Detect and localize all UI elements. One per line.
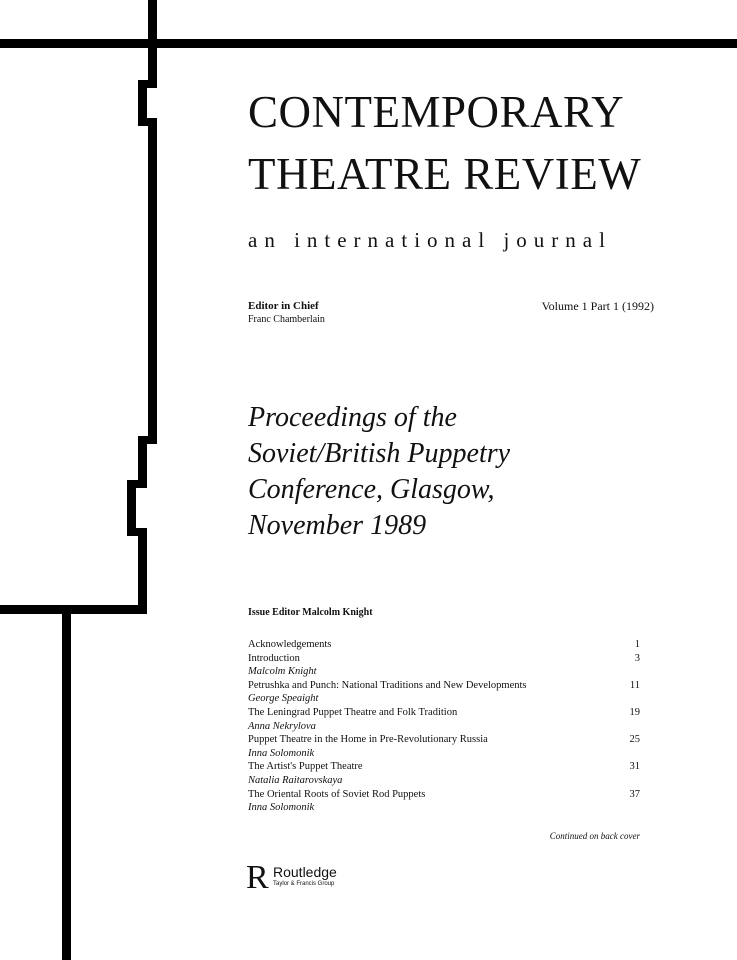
volume-info: Volume 1 Part 1 (1992)	[541, 299, 654, 313]
editor-label: Editor in Chief	[248, 300, 319, 312]
logo-letter: R	[246, 860, 269, 892]
toc-title: Introduction	[248, 652, 300, 664]
routledge-r-logo-icon	[245, 860, 269, 892]
toc-page: 11	[629, 679, 640, 691]
toc-author: George Speaight	[248, 693, 319, 705]
toc-entry	[248, 706, 640, 720]
toc-author: Natalia Raitarovskaya	[248, 774, 343, 786]
continued-note: Continued on back cover	[549, 831, 640, 841]
toc-author: Inna Solomonik	[248, 747, 315, 759]
publisher-group: Taylor & Francis Group	[273, 880, 335, 887]
toc-page: 31	[629, 761, 640, 773]
journal-tagline: an international journal	[248, 228, 612, 252]
toc-entry	[248, 652, 640, 666]
publisher-name: Routledge	[273, 863, 337, 880]
toc-page: 25	[629, 734, 640, 746]
editor-name: Franc Chamberlain	[248, 314, 325, 325]
issue-editor: Issue Editor Malcolm Knight	[248, 607, 373, 618]
journal-title-line-2: THEATRE REVIEW	[248, 149, 642, 199]
toc-entry	[248, 679, 640, 693]
toc-author: Anna Nekrylova	[248, 720, 316, 732]
toc-entry	[248, 788, 640, 802]
proceedings-title	[248, 400, 510, 544]
table-of-contents	[248, 638, 640, 815]
toc-page: 37	[629, 788, 640, 800]
toc-entry	[248, 733, 640, 747]
toc-author: Inna Solomonik	[248, 802, 315, 814]
proceedings-title-line: Conference, Glasgow,	[248, 474, 495, 505]
toc-title: The Artist's Puppet Theatre	[248, 761, 363, 773]
toc-title: The Oriental Roots of Soviet Rod Puppets	[248, 788, 426, 800]
toc-title: The Leningrad Puppet Theatre and Folk Tradition	[248, 706, 458, 718]
toc-title: Acknowledgements	[248, 639, 332, 650]
toc-page: 1	[634, 639, 640, 650]
toc-title: Petrushka and Punch: National Traditions and New Developments	[248, 679, 527, 691]
proceedings-title-line: Proceedings of the	[248, 402, 457, 433]
toc-author: Malcolm Knight	[248, 666, 317, 678]
toc-entry	[248, 760, 640, 774]
publisher-logo	[245, 860, 337, 892]
toc-entry	[248, 638, 640, 652]
proceedings-title-line: November 1989	[248, 510, 427, 541]
journal-title-line-1: CONTEMPORARY	[248, 87, 625, 137]
toc-title: Puppet Theatre in the Home in Pre-Revolutionary Russia	[248, 734, 488, 746]
proceedings-title-line: Soviet/British Puppetry	[248, 438, 511, 469]
toc-page: 19	[629, 706, 640, 718]
toc-page: 3	[634, 652, 640, 664]
